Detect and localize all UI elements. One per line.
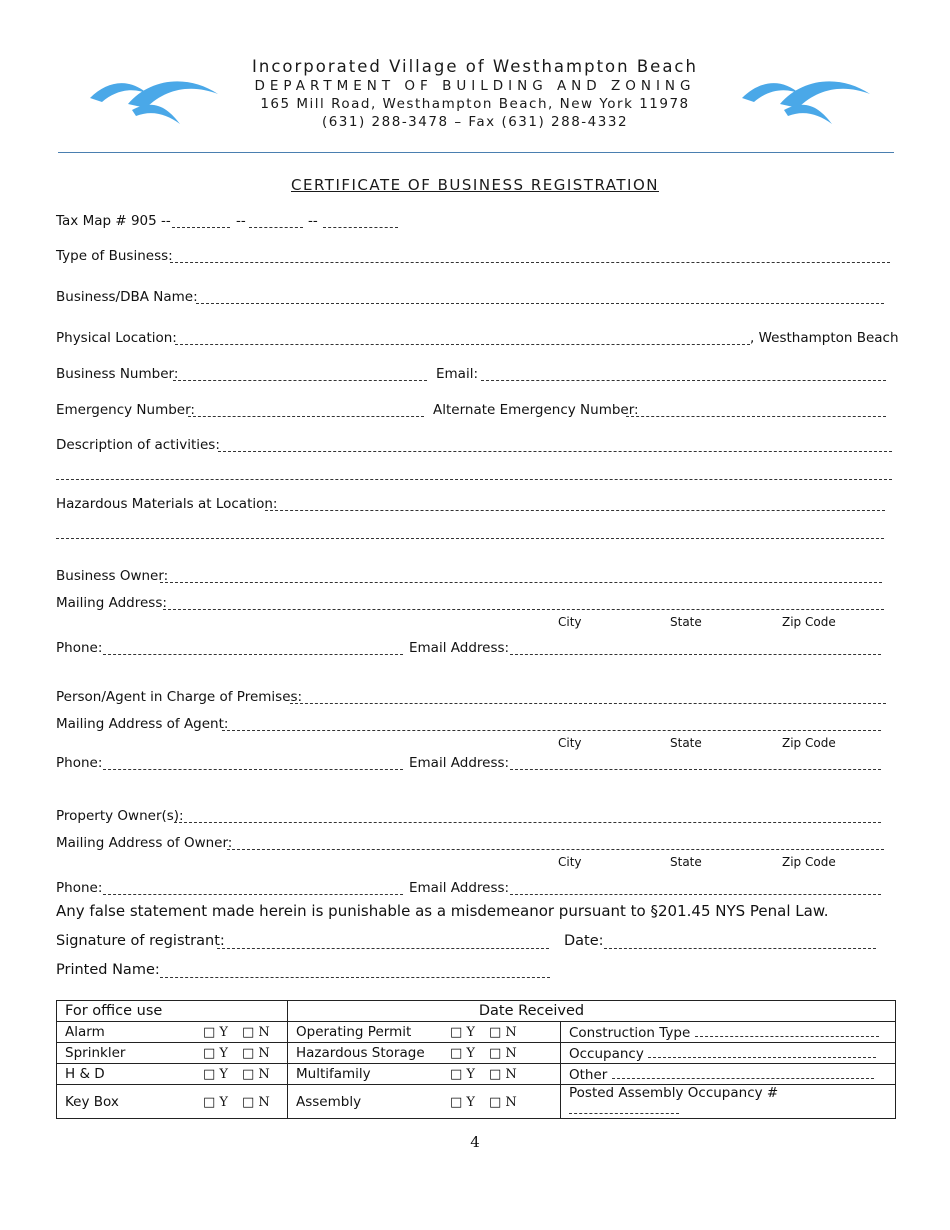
operating-permit-yes-checkbox[interactable]: □ Y: [450, 1025, 475, 1040]
description-label: Description of activities:: [56, 437, 220, 453]
property-mailing-label: Mailing Address of Owner:: [56, 835, 233, 851]
hazardous-label: Hazardous Materials at Location:: [56, 496, 278, 512]
occupancy-label: Occupancy: [569, 1045, 644, 1062]
h-and-d-no-checkbox[interactable]: □ N: [242, 1067, 270, 1082]
agent-phone-field[interactable]: [103, 769, 403, 770]
sprinkler-yes-checkbox[interactable]: □ Y: [203, 1046, 228, 1061]
hazardous-field-2[interactable]: [56, 538, 884, 539]
construction-type-label: Construction Type: [569, 1024, 691, 1041]
office-use-header: For office use: [57, 1001, 288, 1022]
property-mailing-field[interactable]: [227, 849, 884, 850]
department-name: DEPARTMENT OF BUILDING AND ZONING: [254, 78, 696, 94]
alarm-label: Alarm: [65, 1024, 105, 1040]
operating-permit-label: Operating Permit: [296, 1024, 412, 1040]
description-field-2[interactable]: [56, 479, 892, 480]
agent-field[interactable]: [290, 703, 886, 704]
tax-map-label: Tax Map # 905 --: [56, 213, 171, 229]
agent-email-label: Email Address:: [409, 755, 510, 771]
office-row: [57, 1043, 896, 1064]
page-number: 4: [470, 1133, 480, 1151]
multifamily-no-checkbox[interactable]: □ N: [489, 1067, 517, 1082]
business-owner-field[interactable]: [160, 582, 882, 583]
email-label: Email:: [436, 366, 479, 382]
hazardous-storage-yes-checkbox[interactable]: □ Y: [450, 1046, 475, 1061]
sprinkler-label: Sprinkler: [65, 1045, 126, 1061]
printed-name-label: Printed Name:: [56, 962, 160, 978]
h-and-d-label: H & D: [65, 1066, 105, 1082]
business-number-label: Business Number:: [56, 366, 179, 382]
tax-map-field-1[interactable]: [172, 227, 230, 228]
page-title: CERTIFICATE OF BUSINESS REGISTRATION: [291, 176, 659, 194]
alarm-no-checkbox[interactable]: □ N: [242, 1025, 270, 1040]
tax-map-sep-1: --: [236, 213, 246, 229]
occupancy-field[interactable]: [648, 1045, 876, 1058]
posted-assembly-field[interactable]: [569, 1101, 679, 1114]
other-field[interactable]: [612, 1066, 874, 1079]
date-label: Date:: [564, 933, 604, 949]
property-city-label: City: [558, 855, 582, 869]
agent-city-label: City: [558, 736, 582, 750]
key-box-yes-checkbox[interactable]: □ Y: [203, 1094, 228, 1110]
office-row: [57, 1064, 896, 1085]
agent-label: Person/Agent in Charge of Premises:: [56, 689, 303, 705]
operating-permit-no-checkbox[interactable]: □ N: [489, 1025, 517, 1040]
alarm-yes-checkbox[interactable]: □ Y: [203, 1025, 228, 1040]
multifamily-yes-checkbox[interactable]: □ Y: [450, 1067, 475, 1082]
property-owner-field[interactable]: [174, 822, 881, 823]
email-field[interactable]: [481, 380, 886, 381]
emergency-number-field[interactable]: [188, 416, 424, 417]
key-box-no-checkbox[interactable]: □ N: [242, 1094, 270, 1110]
construction-type-field[interactable]: [695, 1024, 879, 1037]
business-owner-label: Business Owner:: [56, 568, 169, 584]
key-box-label: Key Box: [65, 1093, 119, 1110]
date-field[interactable]: [604, 948, 876, 949]
office-row: [57, 1085, 896, 1119]
hazardous-field-1[interactable]: [265, 510, 885, 511]
multifamily-label: Multifamily: [296, 1066, 371, 1082]
property-email-field[interactable]: [510, 894, 881, 895]
property-zip-label: Zip Code: [782, 855, 836, 869]
agent-mailing-label: Mailing Address of Agent:: [56, 716, 229, 732]
property-state-label: State: [670, 855, 702, 869]
hazardous-storage-label: Hazardous Storage: [296, 1045, 425, 1061]
owner-email-label: Email Address:: [409, 640, 510, 656]
property-owner-label: Property Owner(s):: [56, 808, 184, 824]
assembly-label: Assembly: [296, 1093, 362, 1110]
agent-state-label: State: [670, 736, 702, 750]
property-phone-label: Phone:: [56, 880, 103, 896]
physical-location-field[interactable]: [175, 344, 750, 345]
printed-name-field[interactable]: [160, 977, 550, 978]
agent-phone-label: Phone:: [56, 755, 103, 771]
agent-zip-label: Zip Code: [782, 736, 836, 750]
owner-phone-label: Phone:: [56, 640, 103, 656]
village-name: Incorporated Village of Westhampton Beach: [252, 57, 698, 76]
tax-map-sep-2: --: [308, 213, 318, 229]
assembly-no-checkbox[interactable]: □ N: [489, 1094, 517, 1110]
signature-field[interactable]: [217, 948, 549, 949]
owner-state-label: State: [670, 615, 702, 629]
office-row: [57, 1022, 896, 1043]
office-use-table: [56, 1000, 896, 1119]
assembly-yes-checkbox[interactable]: □ Y: [450, 1094, 475, 1110]
agent-email-field[interactable]: [510, 769, 881, 770]
emergency-number-label: Emergency Number:: [56, 402, 195, 418]
type-of-business-label: Type of Business:: [56, 248, 173, 264]
description-field-1[interactable]: [218, 451, 892, 452]
property-email-label: Email Address:: [409, 880, 510, 896]
tax-map-field-2[interactable]: [249, 227, 303, 228]
business-number-field[interactable]: [173, 380, 427, 381]
owner-email-field[interactable]: [510, 654, 881, 655]
owner-phone-field[interactable]: [103, 654, 403, 655]
owner-zip-label: Zip Code: [782, 615, 836, 629]
property-phone-field[interactable]: [103, 894, 403, 895]
physical-location-label: Physical Location:: [56, 330, 177, 346]
other-label: Other: [569, 1066, 608, 1083]
h-and-d-yes-checkbox[interactable]: □ Y: [203, 1067, 228, 1082]
physical-location-suffix: , Westhampton Beach: [750, 330, 899, 346]
business-dba-label: Business/DBA Name:: [56, 289, 198, 305]
sprinkler-no-checkbox[interactable]: □ N: [242, 1046, 270, 1061]
alt-emergency-field[interactable]: [626, 416, 886, 417]
business-dba-field[interactable]: [196, 303, 884, 304]
agent-mailing-field[interactable]: [222, 730, 881, 731]
date-received-label: Date Received: [478, 1003, 585, 1019]
posted-assembly-label: Posted Assembly Occupancy #: [569, 1085, 779, 1101]
owner-city-label: City: [558, 615, 582, 629]
department-phone-fax: (631) 288-3478 – Fax (631) 288-4332: [321, 114, 629, 130]
alt-emergency-label: Alternate Emergency Number:: [433, 402, 639, 418]
owner-mailing-field[interactable]: [163, 609, 884, 610]
false-statement-notice: Any false statement made herein is punishable as a misdemeanor pursuant to §201.45 NYS Penal Law.: [56, 902, 829, 920]
owner-mailing-label: Mailing Address:: [56, 595, 167, 611]
header-divider: [58, 152, 894, 153]
department-address: 165 Mill Road, Westhampton Beach, New York 11978: [260, 96, 690, 112]
signature-label: Signature of registrant:: [56, 933, 225, 949]
hazardous-storage-no-checkbox[interactable]: □ N: [489, 1046, 517, 1061]
type-of-business-field[interactable]: [170, 262, 890, 263]
tax-map-field-3[interactable]: [323, 227, 398, 228]
date-received-header: [288, 1001, 896, 1022]
